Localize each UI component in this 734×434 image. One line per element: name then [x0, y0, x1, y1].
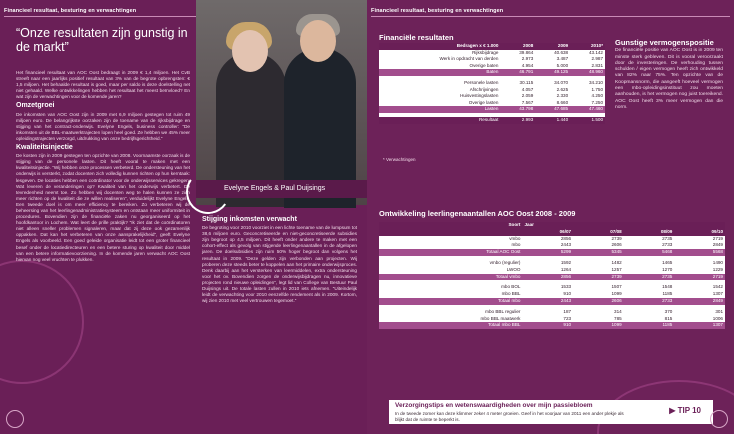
- table-cell: 723: [563, 315, 572, 321]
- fin-title: Financiële resultaten: [379, 33, 454, 42]
- table-row: [379, 236, 725, 243]
- table-cell: 4.954: [521, 62, 534, 68]
- table-cell: 4.057: [521, 86, 534, 92]
- decor-swirl: [0, 260, 84, 384]
- heading-vermogenspositie: Gunstige vermogenspositie: [615, 38, 714, 47]
- table-row: [379, 242, 725, 249]
- column-header: 2009: [535, 43, 570, 50]
- row-label: Totaal vmbo: [379, 274, 522, 281]
- financial-table-body: [379, 50, 605, 124]
- table-cell: 1099: [573, 322, 624, 329]
- table-cell: 1099: [611, 291, 622, 297]
- table-cell: 1.500: [570, 117, 605, 124]
- column-header: 06/07: [522, 229, 573, 236]
- table-cell: 1307: [712, 291, 723, 297]
- table-cell: 1185: [662, 291, 673, 297]
- table-cell: 48.960: [570, 69, 605, 76]
- table-cell: 39.864: [519, 49, 534, 55]
- kwaliteitsinjectie-paragraph: De kosten zijn in 2009 gestegen ten opzichte van 2008. Voornaamste oorzaak is de stijging van de personele lasten. Dit heeft vooral te maken met een kwaliteitsinjectie. “Wij hebben onze processen verbeterd. De ondersteuning van het onderwijs is versterkt, zodat docenten zich volledig kunnen richten op hun kerntaak: lesgeven. De locaties hebben een coördinator voor de onderwijsservices gekregen. Wat leveren de veranderingen op? Kwaliteit van het onderwijs verbetert. De tevredenheid neemt toe. Zo hebben wij docenten weg te halen kunnen ze zich meer richten op de kwaliteit die ze willen realiseren”, verduidelijkt Evelyne Engels. Een tweede doel is om meer efficiency te bereiken. Zo verbeteren wij de beheersing van het leerlingenadministratiesysteem en ontstaan meer uniformiteit in procedures. Bovendien zijn de financiële zaken nu georganiseerd op het hoofdkantoor in Lochem. Wat leert de prille praktijk? “Ik ziet dat de coördinatoren niet alleen sneller problemen signaleren, maar dat zij deze ook gezamenlijk oppakken. Dat kan het verbeteren van onze aansprakelijkheid”, geeft Evelyne Engels als voorbeeld. Een goed geleide organisatie leidt tot een groter financieel besef onder de locatiedirecteuren en een betere sturing op kwaliteit door middel van een betere informatievoorziening. In de komende jaren verwacht AOC Oost hiervan nog veel vruchten te plukken.: [16, 153, 190, 262]
- table-cell: 370: [664, 308, 673, 314]
- table-cell: 2849: [712, 242, 723, 248]
- table-cell: 1.440: [535, 117, 570, 124]
- header-rule: [371, 16, 730, 17]
- row-label: Totaal AOC Oost: [379, 249, 522, 256]
- row-label: mbo BBL regulier: [485, 308, 521, 314]
- table-cell: 2606: [611, 242, 622, 248]
- table-cell: 2.059: [521, 93, 534, 99]
- omzetgroei-paragraph: De inkomsten van AOC Oost zijn in 2009 met 6,9 miljoen gestegen tot ruim 49 miljoen euro. De belangrijkste oorzaken zijn de toename van de rijksbijdrage en stijging van het contract-onderwijs. Evelyne Engels, business controller: “De inkomsten uit de BBL-maatwerktrajecten lopen heel goed. Ze hebben we 45% meer opleidingstrajecten verzorgd, uitdrukking van onze bedrijfsgerichtheid.”: [16, 111, 190, 141]
- table-row: [379, 274, 725, 281]
- table-row: [379, 322, 725, 329]
- column-header: 09/10: [674, 229, 725, 236]
- table-cell: 43.142: [588, 49, 603, 55]
- column-header: 07/08: [573, 229, 624, 236]
- row-label: Werk in opdracht van derden: [439, 56, 499, 62]
- table-row: [379, 284, 725, 291]
- table-cell: 1006: [712, 315, 723, 321]
- table-cell: 1270: [662, 266, 673, 272]
- row-label: Overige baten: [469, 62, 499, 68]
- column-header: Bedragen x € 1.000: [379, 43, 500, 50]
- table-row: [379, 106, 605, 113]
- table-row: [379, 309, 725, 316]
- table-cell: 5299: [522, 249, 573, 256]
- table-cell: 2849: [674, 298, 725, 305]
- table-row: [379, 56, 605, 63]
- table-cell: 34.210: [588, 79, 603, 85]
- left-running-header: Financieel resultaat, besturing en verwachtingen: [4, 8, 137, 14]
- tip-label: ▶ TIP 10: [669, 406, 701, 415]
- table-row: [379, 298, 725, 305]
- table-cell: 46.791: [500, 69, 535, 76]
- intro-paragraph: Het financieel resultaat van AOC Oost bedraagt in 2009 € 1,4 miljoen. Het CvB streeft naar een jaarlijks positief resultaat van 3% van de begrote opbrengsten: € 1,5 miljoen. Het behaalde resultaat is goed, maar per saldo is deze doelstelling net niet gehaald. Welke ontwikkelingen hebben het resultaat het meest beïnvloed? En wat zijn de verwachtingen voor de komende jaren?: [16, 70, 190, 100]
- table-cell: 43.798: [500, 106, 535, 113]
- table-cell: 40.638: [554, 49, 569, 55]
- table-row: [379, 260, 725, 267]
- students-title: Ontwikkeling leerlingenaantallen AOC Oost 2008 - 2009: [379, 209, 576, 218]
- table-row: [379, 63, 605, 70]
- row-label: mbo BOL: [501, 284, 521, 290]
- column-header: 08/09: [624, 229, 675, 236]
- row-label: Resultaat: [379, 117, 500, 124]
- table-cell: 2735: [624, 274, 675, 281]
- table-row: [379, 249, 725, 256]
- table-row: [379, 100, 605, 107]
- row-label: Afschrijvingen: [469, 86, 499, 92]
- table-cell: 2.987: [591, 56, 603, 62]
- table-cell: 5345: [573, 249, 624, 256]
- row-label: Lasten: [379, 106, 500, 113]
- row-label: Rijksbijdrage: [472, 49, 499, 55]
- table-row: [379, 87, 605, 94]
- student-table-body: [379, 236, 725, 330]
- table-cell: 301: [715, 308, 723, 314]
- table-row: [379, 291, 725, 298]
- table-cell: 1185: [624, 322, 675, 329]
- table-cell: 5468: [624, 249, 675, 256]
- row-label: Huisvestingslasten: [460, 93, 499, 99]
- table-row: [379, 69, 605, 76]
- table-cell: 2856: [522, 274, 573, 281]
- table-cell: 3.487: [556, 56, 569, 62]
- table-cell: 1482: [611, 259, 622, 265]
- left-column-2: [202, 214, 357, 304]
- table-cell: 2739: [611, 235, 622, 241]
- table-cell: 2.973: [521, 56, 534, 62]
- student-numbers-table: [379, 222, 725, 329]
- table-cell: 2606: [573, 298, 624, 305]
- row-label: LWOO: [506, 266, 521, 272]
- table-cell: 2443: [560, 242, 572, 248]
- table-cell: 7.250: [591, 99, 603, 105]
- table-cell: 2.831: [591, 62, 603, 68]
- table-cell: 2733: [662, 242, 673, 248]
- table-row: [379, 80, 605, 87]
- table-cell: 7.567: [521, 99, 534, 105]
- table-cell: 1507: [611, 284, 622, 290]
- vermogenspositie-paragraph: De financiële positie van AOC Oost is in 2009 ten minste sterk gebleven. Dit is vooral veroorzaakt door de investeringen. De verhouding tussen schulden / eigen vermogen heeft zich ontwikkeld van 82% naar 75%. Ten opzichte van de Koopmansnorm, die aangeeft hoeveel vermogen een mbo-opleidingsinstituut zou moeten aanhouden, is het vermogen nog juist toereikend. AOC Oost heeft 3% meer vermogen dan die norm.: [615, 48, 723, 110]
- table-cell: 2735: [662, 235, 673, 241]
- photo-caption: Evelyne Engels & Paul Duijsings: [196, 180, 367, 198]
- table-header-row: [379, 43, 605, 50]
- table-cell: 5.000: [556, 62, 569, 68]
- table-cell: 2.625: [556, 86, 569, 92]
- table-cell: 1490: [712, 259, 723, 265]
- pull-quote: “Onze resultaten zijn gunstig in de markt”: [16, 26, 188, 54]
- table-header-row: [379, 222, 725, 229]
- column-header: 2010*: [570, 43, 605, 50]
- table-cell: 5568: [674, 249, 725, 256]
- tip-text: In de tweede zomer kan deze klimmer zeker 4 meter groeien. Geef in het voorjaar van 2011 een ander plekje als blijkt dat de ruimte te beperkt is.: [395, 411, 624, 422]
- table-cell: 47.460: [570, 106, 605, 113]
- column-header-year: Jaar: [522, 222, 725, 229]
- heading-stijging: Stijging inkomsten verwacht: [202, 216, 297, 223]
- table-cell: 1307: [674, 322, 725, 329]
- table-cell: 1548: [662, 284, 673, 290]
- right-running-header: Financieel resultaat, besturing en verwachtingen: [371, 8, 504, 14]
- column-header: Soort: [379, 222, 522, 229]
- table-cell: 2.993: [500, 117, 535, 124]
- right-page: [367, 0, 734, 434]
- heading-kwaliteitsinjectie: Kwaliteitsinjectie: [16, 144, 73, 152]
- table-cell: 1257: [611, 266, 622, 272]
- table-cell: 1542: [712, 284, 723, 290]
- table-cell: 2.330: [556, 93, 569, 99]
- row-label: mbo: [511, 242, 521, 248]
- table-cell: 4.250: [591, 93, 603, 99]
- table-cell: 2719: [674, 274, 725, 281]
- table-cell: 1.750: [591, 86, 603, 92]
- table-cell: 1229: [712, 266, 723, 272]
- table-cell: 785: [614, 315, 622, 321]
- table-cell: 8.660: [556, 99, 569, 105]
- person-right-head: [300, 20, 336, 62]
- heading-omzetgroei: Omzetgroei: [16, 102, 55, 110]
- row-label: mbo BBL maatwerk: [480, 315, 521, 321]
- row-label: Baten: [379, 69, 500, 76]
- table-cell: 2733: [624, 298, 675, 305]
- table-cell: 49.125: [535, 69, 570, 76]
- column-header: [379, 229, 522, 236]
- row-label: mbo BBL: [501, 291, 521, 297]
- table-row: [379, 50, 605, 57]
- row-label: Overige lasten: [468, 99, 499, 105]
- table-cell: 314: [614, 308, 622, 314]
- table-cell: 1592: [560, 259, 572, 265]
- tip-box: [389, 400, 713, 424]
- row-label: vmbo: [509, 235, 521, 241]
- table-cell: 2443: [522, 298, 573, 305]
- table-cell: 34.070: [554, 79, 569, 85]
- right-side-column: [615, 40, 723, 111]
- table-row: [379, 267, 725, 274]
- table-row: [379, 117, 605, 124]
- person-left-head: [232, 30, 268, 72]
- row-label: Totaal mbo: [379, 298, 522, 305]
- row-label: vmbo (regulier): [489, 259, 521, 265]
- page-emblem-left: [6, 410, 24, 428]
- table-cell: 47.685: [535, 106, 570, 113]
- financial-results-table: [379, 43, 605, 124]
- table-row: [379, 316, 725, 323]
- page-emblem-right: [710, 410, 728, 428]
- table-row: [379, 93, 605, 100]
- table-cell: 1264: [560, 266, 572, 272]
- table-cell: 187: [563, 308, 572, 314]
- stijging-paragraph: De begroting voor 2010 voorziet in een lichte toename van de lumpsum tot 38,6 miljoen euro. Geconcretiseerde en niet-geconcretiseerde subsidies zijn begroot op 4,5 miljoen. Dit heeft onder andere te maken met een cohort-effect als gevolg van stijgende leerlingenaantallen in de afgelopen jaren. De doelsubsidies zijn ruim 50% hoger begroot dan volgens het resultaat in 2009. “Deze gelden zijn verbonden aan projecten. Wij proberen deze steeds beter te koppelen aan het primaire onderwijsproces. Denk daarbij aan het versterken van leermiddelen, extra ondersteuning voor het ov. Bovendien zorgen de onderwijsbijdragen nu, innovatieve projecten rond nieuwe opleidingen”, legt lid van College van Bestuur Paul Duijsings uit. De totale lasten zullen in 2010 iets afnemen. “Uiteindelijk leidt de verwachting voor 2010 eenzelfde rendement als in 2009. Kortom, wij zien 2010 met veel vertrouwen tegemoet.”: [202, 225, 357, 304]
- column-header: 2008: [500, 43, 535, 50]
- table-cell: 2719: [712, 235, 723, 241]
- table-cell: 30.115: [519, 79, 534, 85]
- table-cell: 910: [522, 322, 573, 329]
- table-cell: 910: [563, 291, 572, 297]
- table-cell: 2739: [573, 274, 624, 281]
- table-footnote: * Verwachtingen: [383, 157, 416, 162]
- table-cell: 815: [664, 315, 673, 321]
- tip-title: Verzorgingstips en wetenswaardigheden over mijn passiebloem: [395, 402, 593, 409]
- table-header-row: [379, 229, 725, 236]
- row-label: Totaal mbo BBL: [379, 322, 522, 329]
- table-cell: 1533: [560, 284, 572, 290]
- left-column-1: [16, 70, 190, 263]
- row-label: Personele lasten: [464, 79, 499, 85]
- table-cell: 2856: [560, 235, 572, 241]
- table-cell: 1465: [662, 259, 673, 265]
